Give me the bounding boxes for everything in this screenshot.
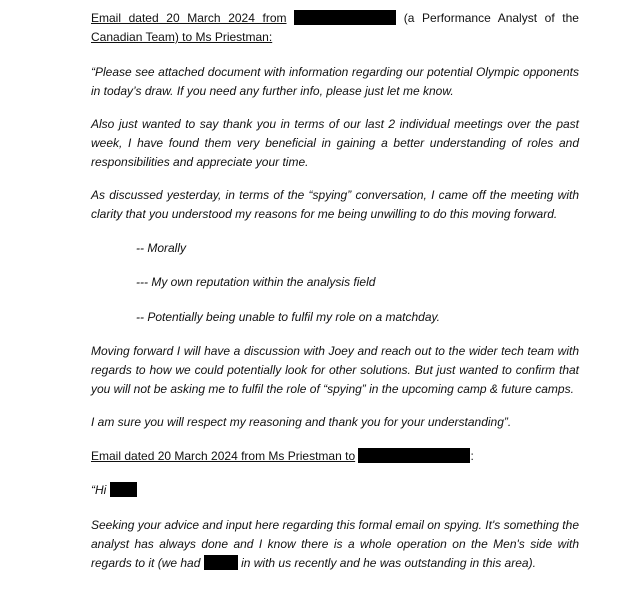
redaction-box [110, 482, 137, 497]
bullet-item-reputation: --- My own reputation within the analysis field [136, 275, 376, 289]
redaction-box [294, 10, 396, 25]
email-header-2-prefix: Email dated 20 March 2024 from Ms Priestman to [91, 449, 356, 463]
email-2-text-start: Seeking your advice and input here regarding this formal email on spying. It's something the analyst has always done and I know there is a whole operation on the Men's side with regards to it (we had [91, 518, 579, 570]
email-header-1-middle: (a Performance Analyst of the [396, 11, 579, 25]
email-1-paragraph-2: Also just wanted to say thank you in terms of our last 2 individual meetings over the past week, I have found them very beneficial in gaining a better understanding of roles and responsibilities and appreciate your time. [91, 117, 579, 169]
email-1-paragraph-1: “Please see attached document with information regarding our potential Olympic opponents in today’s draw. If you need any further info, please just let me know. [91, 65, 579, 98]
email-2-text-end: in with us recently and he was outstanding in this area). [237, 556, 536, 570]
email-header-1 [91, 9, 579, 47]
email-2-paragraph-1 [91, 516, 579, 573]
bullet-item-morally: -- Morally [136, 241, 186, 255]
email-header-2-suffix: : [470, 449, 474, 463]
email-header-2 [91, 447, 579, 466]
greeting-text: “Hi [91, 483, 107, 497]
email-1-paragraph-4: Moving forward I will have a discussion with Joey and reach out to the wider tech team with regards to how we could potentially look for other solutions. But just wanted to confirm that you will not be asking me to fulfil the role of “spying” in the upcoming camp & future camps. [91, 344, 579, 396]
email-header-1-suffix: Canadian Team) to Ms Priestman: [91, 30, 273, 44]
email-header-1-prefix: Email dated 20 March 2024 from [91, 11, 287, 25]
redaction-box [358, 448, 470, 463]
email-2-greeting [91, 481, 579, 500]
email-1-paragraph-3: As discussed yesterday, in terms of the “spying” conversation, I came off the meeting with clarity that you understood my reasons for me being unwilling to do this moving forward. [91, 188, 579, 221]
email-1-closing: I am sure you will respect my reasoning and thank you for your understanding”. [91, 415, 512, 429]
redaction-box [204, 555, 238, 570]
bullet-item-matchday: -- Potentially being unable to fulfil my role on a matchday. [136, 310, 440, 324]
